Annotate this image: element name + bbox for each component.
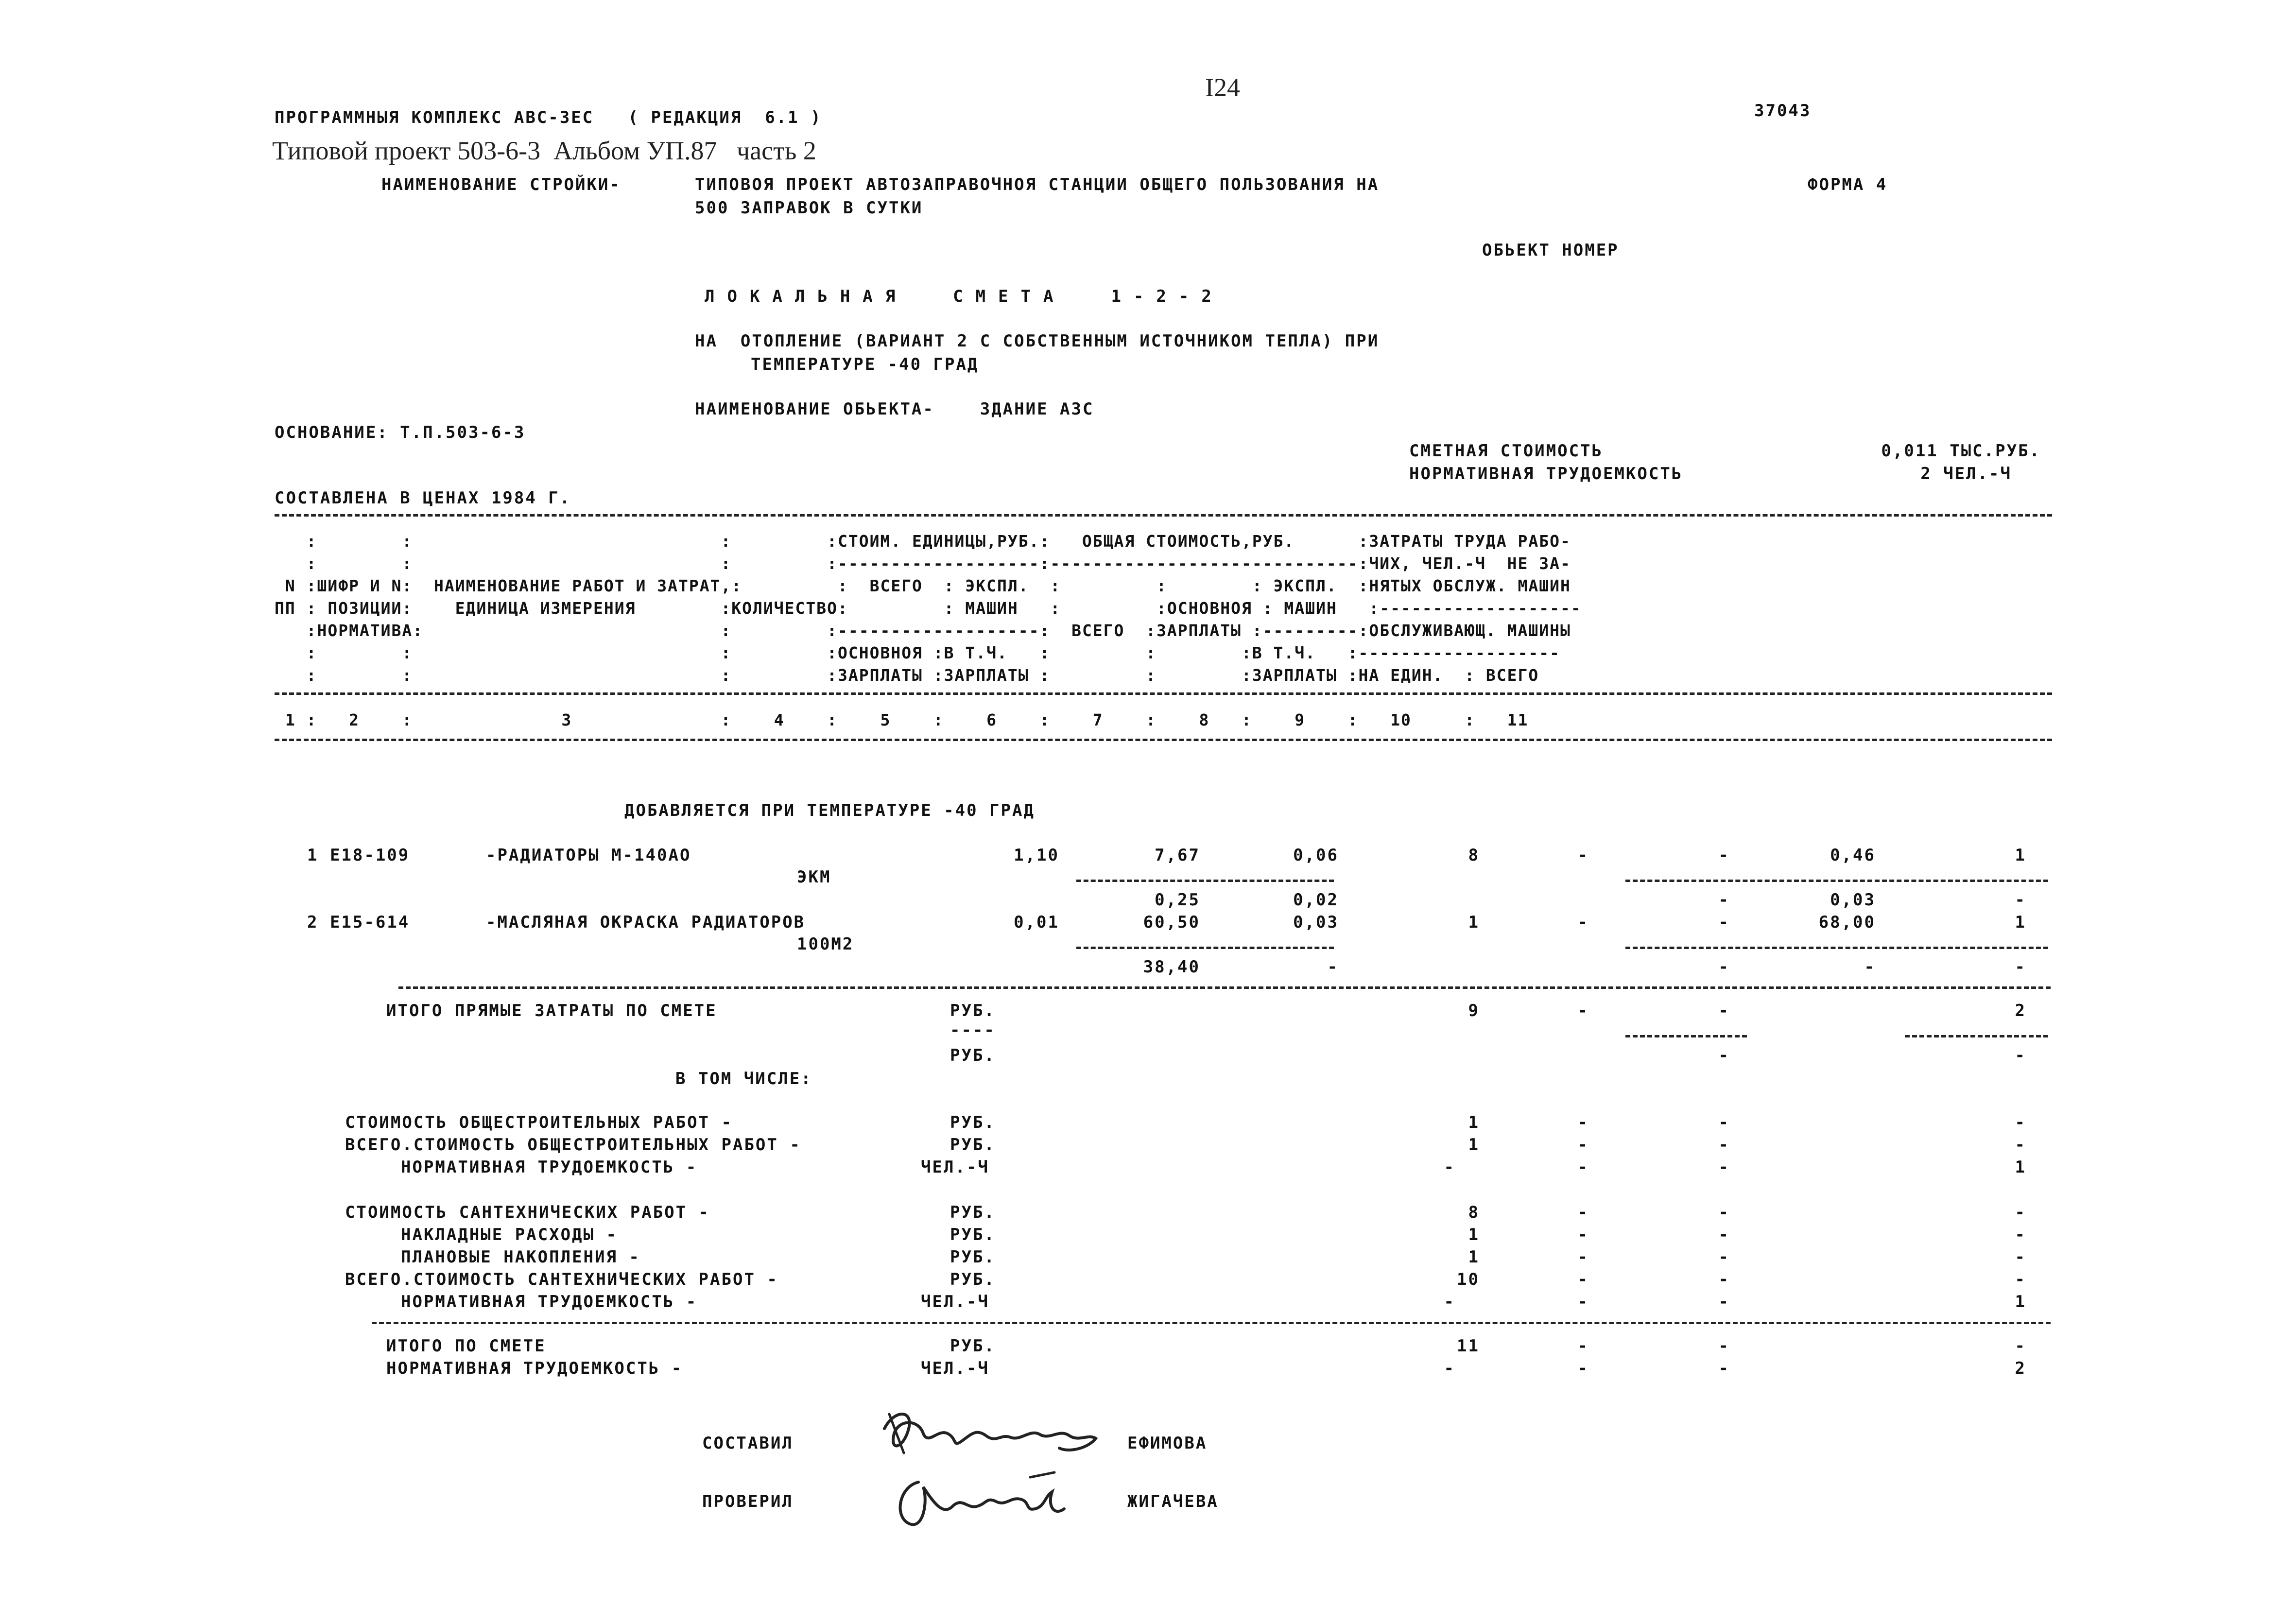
page-number: I24 xyxy=(1205,73,1240,102)
direct-labor-machines: - xyxy=(2015,1046,2026,1065)
header-rule-top xyxy=(275,514,2052,517)
summary-line-wage: - xyxy=(1577,1225,1589,1244)
estimate-total-machines: - xyxy=(1718,1336,1730,1356)
summary-line-total: - xyxy=(1444,1292,1455,1312)
row1-unit-machines-wage: 0,02 xyxy=(1293,890,1339,910)
row1-total: 8 xyxy=(1468,846,1480,865)
composed-label: СОСТАВИЛ xyxy=(702,1434,794,1453)
summary-line-machines: - xyxy=(1718,1113,1730,1132)
summary-line-total: 1 xyxy=(1468,1113,1480,1132)
summary-line-total: 1 xyxy=(1468,1247,1480,1267)
summary-line-unit: РУБ. xyxy=(950,1203,996,1222)
summary-line-labor: - xyxy=(2015,1270,2026,1289)
checked-name: ЖИГАЧЕВА xyxy=(1127,1492,1219,1511)
row1-labor-total-machines: - xyxy=(2015,890,2026,910)
summary-line-labor: - xyxy=(2015,1113,2026,1132)
summary-line-total: 1 xyxy=(1468,1135,1480,1155)
header-line-3: N :ШИФР И N: НАИМЕНОВАНИЕ РАБОТ И ЗАТРАТ,: : ВСЕГО : ЭКСПЛ. : : : ЭКСПЛ. :НЯТЫХ ОБСЛУЖ. МАШИН xyxy=(275,576,1571,595)
including-label: В ТОМ ЧИСЛЕ: xyxy=(675,1069,812,1089)
subject-line1: НА ОТОПЛЕНИЕ (ВАРИАНТ 2 С СОБСТВЕННЫМ ИСТОЧНИКОМ ТЕПЛА) ПРИ xyxy=(695,331,1380,351)
row2-labor-total-machines: - xyxy=(2015,957,2026,977)
signature-composed xyxy=(875,1400,1108,1468)
header-line-1: : : : :СТОИМ. ЕДИНИЦЫ,РУБ.: ОБЩАЯ СТОИМОСТЬ,РУБ. :ЗАТРАТЫ ТРУДА РАБО- xyxy=(275,532,1571,551)
row1-qty: 1,10 xyxy=(1014,846,1059,865)
summary-line-labor: 1 xyxy=(2015,1158,2026,1177)
summary-line-labor: - xyxy=(2015,1135,2026,1155)
summary-line-total: - xyxy=(1444,1158,1455,1177)
row2-unit-machines-wage: - xyxy=(1327,957,1339,977)
row2-unit-dash xyxy=(1076,947,1334,949)
object-number: ОБЬЕКТ НОМЕР xyxy=(1482,241,1619,260)
estimate-title: ЛОКАЛЬНАЯ СМЕТА 1-2-2 xyxy=(705,287,1224,306)
estimate-labor-wage: - xyxy=(1577,1359,1589,1378)
row2-unit-total: 60,50 xyxy=(1143,913,1200,932)
estimate-labor-machines: - xyxy=(1718,1359,1730,1378)
estimate-labor-total: - xyxy=(1444,1359,1455,1378)
direct-costs-unit: РУБ. xyxy=(950,1001,996,1020)
summary-line-total: 8 xyxy=(1468,1203,1480,1222)
header-line-7: : : : :ЗАРПЛАТЫ :ЗАРПЛАТЫ : : :ЗАРПЛАТЫ :НА ЕДИН. : ВСЕГО xyxy=(275,666,1539,685)
basis: ОСНОВАНИЕ: Т.П.503-6-3 xyxy=(275,423,526,442)
summary-line-label: НОРМАТИВНАЯ ТРУДОЕМКОСТЬ - xyxy=(401,1292,698,1312)
summary-line-wage: - xyxy=(1577,1270,1589,1289)
summary-line-label: ВСЕГО.СТОИМОСТЬ ОБЩЕСТРОИТЕЛЬНЫХ РАБОТ - xyxy=(345,1135,801,1155)
project-line: Типовой проект 503-6-3 Альбом УП.87 часть 2 xyxy=(272,136,816,165)
direct-costs-unit2: РУБ. xyxy=(950,1046,996,1065)
row1-labor-unit: 0,46 xyxy=(1830,846,1876,865)
estimate-total-labor: - xyxy=(2015,1336,2026,1356)
row1-unit-dash xyxy=(1076,880,1334,882)
prices-note: СОСТАВЛЕНА В ЦЕНАХ 1984 Г. xyxy=(275,488,571,508)
summary-line-machines: - xyxy=(1718,1270,1730,1289)
header-line-6: : : : :ОСНОВНОЯ :В Т.Ч. : : :В Т.Ч. :------------------- xyxy=(275,643,1560,662)
row2-unit: 100М2 xyxy=(797,934,854,954)
summary-line-wage: - xyxy=(1577,1158,1589,1177)
summary-line-machines: - xyxy=(1718,1203,1730,1222)
summary-line-unit: РУБ. xyxy=(950,1113,996,1132)
estimate-total-value: 11 xyxy=(1457,1336,1480,1356)
summary-line-wage: - xyxy=(1577,1292,1589,1312)
direct-costs-labor: 2 xyxy=(2015,1001,2026,1020)
row1-name: -РАДИАТОРЫ М-140АО xyxy=(486,846,691,865)
row1-code: 1 Е18-109 xyxy=(307,846,410,865)
row1-unit-machines: 0,06 xyxy=(1293,846,1339,865)
estimate-labor-unit: ЧЕЛ.-Ч xyxy=(921,1359,989,1378)
row2-total-machines: - xyxy=(1718,913,1730,932)
estimate-total-wage: - xyxy=(1577,1336,1589,1356)
direct-costs-total: 9 xyxy=(1468,1001,1480,1020)
labor-label: НОРМАТИВНАЯ ТРУДОЕМКОСТЬ xyxy=(1409,464,1683,484)
row2-total-wage: - xyxy=(1577,913,1589,932)
total-rule xyxy=(372,1322,2051,1324)
row1-total-machines-wage: - xyxy=(1718,890,1730,910)
row1-labor-unit-machines: 0,03 xyxy=(1830,890,1876,910)
composed-name: ЕФИМОВА xyxy=(1127,1434,1208,1453)
labor-value: 2 ЧЕЛ.-Ч xyxy=(1920,464,2012,484)
form-label: ФОРМА 4 xyxy=(1808,175,1888,194)
row2-unit-wage: 38,40 xyxy=(1143,957,1200,977)
summary-line-wage: - xyxy=(1577,1203,1589,1222)
header-rule-bottom xyxy=(275,739,2052,741)
summary-line-labor: 1 xyxy=(2015,1292,2026,1312)
summary-line-label: НОРМАТИВНАЯ ТРУДОЕМКОСТЬ - xyxy=(401,1158,698,1177)
cost-label: СМЕТНАЯ СТОИМОСТЬ xyxy=(1409,441,1603,461)
summary-line-label: НАКЛАДНЫЕ РАСХОДЫ - xyxy=(401,1225,618,1244)
row1-labor-total: 1 xyxy=(2015,846,2026,865)
header-line-4: ПП : ПОЗИЦИИ: ЕДИНИЦА ИЗМЕРЕНИЯ :КОЛИЧЕСТВО: : МАШИН : :ОСНОВНОЯ : МАШИН :------------------- xyxy=(275,599,1582,618)
row2-total-machines-wage: - xyxy=(1718,957,1730,977)
checked-label: ПРОВЕРИЛ xyxy=(702,1492,794,1511)
summary-line-label: ВСЕГО.СТОИМОСТЬ САНТЕХНИЧЕСКИХ РАБОТ - xyxy=(345,1270,778,1289)
construction-label: НАИМЕНОВАНИЕ СТРОЙКИ- xyxy=(381,175,621,194)
direct-machines-wage: - xyxy=(1718,1046,1730,1065)
construction-name-line2: 500 ЗАПРАВОК В СУТКИ xyxy=(695,198,923,218)
header-line-2: : : : :-------------------:-----------------------------:ЧИХ, ЧЕЛ.-Ч НЕ ЗА- xyxy=(275,554,1571,573)
summary-line-machines: - xyxy=(1718,1247,1730,1267)
row2-code: 2 Е15-614 xyxy=(307,913,410,932)
program-line: ПРОГРАММНЫЯ КОМПЛЕКС АВС-ЗЕС ( РЕДАКЦИЯ 6.1 ) xyxy=(275,108,822,127)
summary-line-unit: РУБ. xyxy=(950,1225,996,1244)
direct-costs-machines: - xyxy=(1718,1001,1730,1020)
estimate-labor-value: 2 xyxy=(2015,1359,2026,1378)
summary-line-machines: - xyxy=(1718,1225,1730,1244)
direct-machines-dash xyxy=(1625,1035,1747,1037)
column-numbers: 1 : 2 : 3 : 4 : 5 : 6 : 7 : 8 : 9 : 10 : 11 xyxy=(275,710,1529,729)
row1-unit-wage: 0,25 xyxy=(1155,890,1200,910)
summary-line-labor: - xyxy=(2015,1225,2026,1244)
summary-line-unit: ЧЕЛ.-Ч xyxy=(921,1158,989,1177)
row2-total: 1 xyxy=(1468,913,1480,932)
estimate-labor-label: НОРМАТИВНАЯ ТРУДОЕМКОСТЬ - xyxy=(386,1359,683,1378)
summary-line-unit: ЧЕЛ.-Ч xyxy=(921,1292,989,1312)
summary-line-unit: РУБ. xyxy=(950,1270,996,1289)
summary-line-labor: - xyxy=(2015,1247,2026,1267)
summary-line-labor: - xyxy=(2015,1203,2026,1222)
direct-labor-dash xyxy=(1905,1035,2048,1037)
direct-costs-label: ИТОГО ПРЯМЫЕ ЗАТРАТЫ ПО СМЕТЕ xyxy=(386,1001,717,1020)
row2-unit-machines: 0,03 xyxy=(1293,913,1339,932)
summary-line-wage: - xyxy=(1577,1247,1589,1267)
row2-labor-unit: 68,00 xyxy=(1818,913,1876,932)
object-name: НАИМЕНОВАНИЕ ОБЬЕКТА- ЗДАНИЕ АЗС xyxy=(695,399,1094,419)
summary-line-machines: - xyxy=(1718,1292,1730,1312)
summary-line-machines: - xyxy=(1718,1135,1730,1155)
summary-line-wage: - xyxy=(1577,1113,1589,1132)
row1-unit: ЭКМ xyxy=(797,867,831,887)
row1-labor-dash xyxy=(1625,880,2048,882)
direct-costs-wage: - xyxy=(1577,1001,1589,1020)
direct-costs-unit-dash: ---- xyxy=(950,1020,996,1040)
row1-total-wage: - xyxy=(1577,846,1589,865)
row1-unit-total: 7,67 xyxy=(1155,846,1200,865)
section-title: ДОБАВЛЯЕТСЯ ПРИ ТЕМПЕРАТУРЕ -40 ГРАД xyxy=(624,801,1035,820)
document-code: 37043 xyxy=(1754,101,1812,121)
summary-line-unit: РУБ. xyxy=(950,1135,996,1155)
row1-total-machines: - xyxy=(1718,846,1730,865)
subject-line2: ТЕМПЕРАТУРЕ -40 ГРАД xyxy=(751,355,979,374)
header-line-5: :НОРМАТИВА: : :-------------------: ВСЕГО :ЗАРПЛАТЫ :---------:ОБСЛУЖИВАЮЩ. МАШИНЫ xyxy=(275,621,1571,640)
summary-line-label: ПЛАНОВЫЕ НАКОПЛЕНИЯ - xyxy=(401,1247,640,1267)
summary-line-label: СТОИМОСТЬ ОБЩЕСТРОИТЕЛЬНЫХ РАБОТ - xyxy=(345,1113,733,1132)
header-rule-mid xyxy=(275,692,2052,695)
row2-labor-dash xyxy=(1625,947,2048,949)
row2-labor-total: 1 xyxy=(2015,913,2026,932)
cost-value: 0,011 ТЫС.РУБ. xyxy=(1881,441,2041,461)
row2-name: -МАСЛЯНАЯ ОКРАСКА РАДИАТОРОВ xyxy=(486,913,806,932)
rows-rule xyxy=(398,986,2051,989)
summary-line-total: 1 xyxy=(1468,1225,1480,1244)
row2-labor-unit-machines: - xyxy=(1864,957,1876,977)
summary-line-unit: РУБ. xyxy=(950,1247,996,1267)
signature-checked xyxy=(884,1463,1079,1536)
row2-qty: 0,01 xyxy=(1014,913,1059,932)
summary-line-machines: - xyxy=(1718,1158,1730,1177)
summary-line-total: 10 xyxy=(1457,1270,1480,1289)
estimate-total-label: ИТОГО ПО СМЕТЕ xyxy=(386,1336,546,1356)
estimate-total-unit: РУБ. xyxy=(950,1336,996,1356)
summary-line-wage: - xyxy=(1577,1135,1589,1155)
construction-name-line1: ТИПОВОЯ ПРОЕКТ АВТОЗАПРАВОЧНОЯ СТАНЦИИ ОБЩЕГО ПОЛЬЗОВАНИЯ НА xyxy=(695,175,1380,194)
summary-line-label: СТОИМОСТЬ САНТЕХНИЧЕСКИХ РАБОТ - xyxy=(345,1203,710,1222)
